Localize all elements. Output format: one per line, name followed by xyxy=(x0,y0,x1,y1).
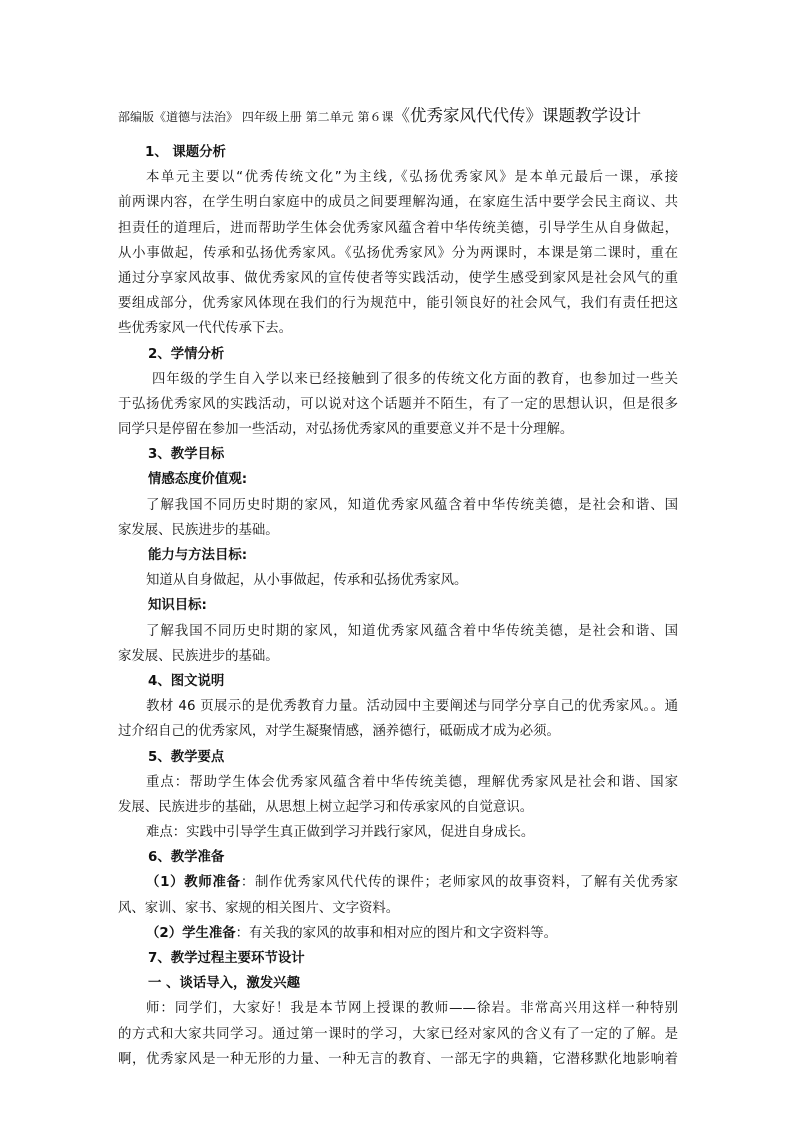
text-line: 通过分享家风故事、做优秀家风的宣传使者等实践活动，使学生感受到家风是社会风气的重 xyxy=(118,270,678,286)
text-line xyxy=(118,921,678,946)
text-line: 从小事做起，传承和弘扬优秀家风。《弘扬优秀家风》分为两课时，本课是第二课时，重在 xyxy=(118,245,678,261)
text-line: 担责任的道理后，进而帮助学生体会优秀家风蕴含着中华传统美德，引导学生从自身做起， xyxy=(118,220,678,236)
inline-text: ：制作优秀家风代代传的课件；老师家风的故事资料，了解有关优秀家 xyxy=(240,875,678,891)
text-line: 要组成部分，优秀家风体现在我们的行为规范中，能引领良好的社会风气，我们有责任把这 xyxy=(118,296,678,312)
text-line: 啊，优秀家风是一种无形的力量、一种无言的教育、一部无字的典籍，它潜移默化地影响着 xyxy=(118,1051,678,1067)
text-line: 教材 46 页展示的是优秀教育力量。活动园中主要阐述与同学分享自己的优秀家风。。通 xyxy=(146,699,678,715)
inline-text: ：有关我的家风的故事和相对应的图片和文字资料等。 xyxy=(235,925,558,941)
section-heading: 6、教学准备 xyxy=(148,850,225,866)
subheading: 一 、谈话导入，激发兴趣 xyxy=(148,976,300,992)
document-title xyxy=(118,103,718,130)
text-line: 风、家训、家书、家规的相关图片、文字资料。 xyxy=(118,900,400,916)
text-line: 重点：帮助学生体会优秀家风蕴含着中华传统美德，理解优秀家风是社会和谐、国家 xyxy=(146,774,678,790)
section-heading: 5、教学要点 xyxy=(148,749,225,765)
section-heading: 7、教学过程主要环节设计 xyxy=(148,951,305,966)
text-line: 前两课内容，在学生明白家庭中的成员之间要理解沟通，在家庭生活中要学会民主商议、共 xyxy=(118,195,678,211)
text-line: 发展、民族进步的基础，从思想上树立起学习和传承家风的自觉意识。 xyxy=(118,799,534,815)
subheading: 情感态度价值观: xyxy=(148,472,248,488)
inline-label: （2）学生准备 xyxy=(146,925,236,941)
section-heading: 2、学情分析 xyxy=(148,346,225,362)
text-line: 知道从自身做起，从小事做起，传承和弘扬优秀家风。 xyxy=(146,573,468,589)
text-line: 本单元主要以“优秀传统文化”为主线,《弘扬优秀家风》是本单元最后一课，承接 xyxy=(146,170,678,186)
section-heading: 1、 课题分析 xyxy=(145,145,226,160)
text-line: 过介绍自己的优秀家风，对学生凝聚情感，涵养德行，砥砺成才成为必须。 xyxy=(118,724,560,740)
section-heading: 4、图文说明 xyxy=(148,673,225,689)
section-heading: 3、教学目标 xyxy=(148,447,225,463)
document-body xyxy=(118,140,678,1072)
text-line: 师：同学们，大家好！我是本节网上授课的教师——徐岩。非常高兴用这样一种特别 xyxy=(146,1001,678,1017)
text-line xyxy=(118,870,678,895)
subheading: 知识目标: xyxy=(148,598,207,614)
text-line: 于弘扬优秀家风的实践活动，可以说对这个话题并不陌生，有了一定的思想认识，但是很多 xyxy=(118,396,678,412)
text-line: 家发展、民族进步的基础。 xyxy=(118,522,279,538)
text-line: 难点：实践中引导学生真正做到学习并践行家风，促进自身成长。 xyxy=(146,825,535,841)
text-line: 了解我国不同历史时期的家风，知道优秀家风蕴含着中华传统美德，是社会和谐、国 xyxy=(146,623,678,639)
inline-label: （1）教师准备 xyxy=(146,875,241,891)
text-line: 了解我国不同历史时期的家风，知道优秀家风蕴含着中华传统美德，是社会和谐、国 xyxy=(146,497,678,513)
text-line: 家发展、民族进步的基础。 xyxy=(118,648,279,664)
title-prefix: 部编版《道德与法治》 四年级上册 第二单元 第６课 xyxy=(118,110,394,124)
text-line: 的方式和大家共同学习。通过第一课时的学习，大家已经对家风的含义有了一定的了解。是 xyxy=(118,1026,678,1042)
text-line: 些优秀家风一代代传承下去。 xyxy=(118,321,293,337)
title-main: 《优秀家风代代传》课题教学设计 xyxy=(393,106,641,125)
text-line: 四年级的学生自入学以来已经接触到了很多的传统文化方面的教育，也参加过一些关 xyxy=(152,371,678,387)
text-line: 同学只是停留在参加一些活动，对弘扬优秀家风的重要意义并不是十分理解。 xyxy=(118,422,574,438)
subheading: 能力与方法目标: xyxy=(148,548,248,563)
